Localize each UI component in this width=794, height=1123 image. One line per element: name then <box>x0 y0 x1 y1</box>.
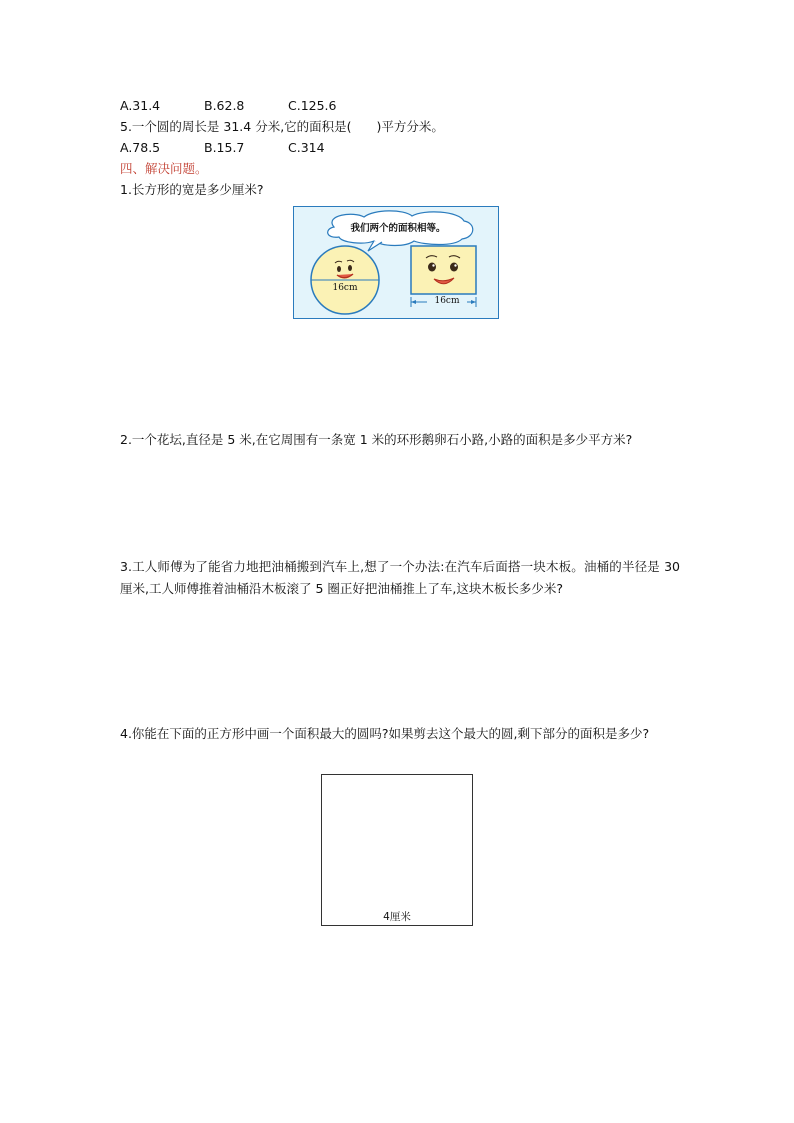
q5-option-a: A.78.5 <box>120 140 161 155</box>
q4-option-c: C.125.6 <box>288 98 337 113</box>
problem2-text: 2.一个花坛,直径是 5 米,在它周围有一条宽 1 米的环形鹅卵石小路,小路的面积是多少平方米? <box>120 432 633 447</box>
q4-option-b: B.62.8 <box>204 98 245 113</box>
q5-option-b: B.15.7 <box>204 140 245 155</box>
circle-left-eye <box>337 266 341 272</box>
problem1-figure <box>293 206 499 319</box>
q5-option-c: C.314 <box>288 140 325 155</box>
problem4-text: 4.你能在下面的正方形中画一个面积最大的圆吗?如果剪去这个最大的圆,剩下部分的面积是多少? <box>120 726 650 741</box>
q4-option-a: A.31.4 <box>120 98 161 113</box>
rect-right-eye <box>450 263 458 272</box>
circle-right-eye <box>348 265 352 271</box>
problem3-text: 3.工人师傅为了能省力地把油桶搬到汽车上,想了一个办法:在汽车后面搭一块木板。油桶的半径是 30 厘米,工人师傅推着油桶沿木板滚了 5 圈正好把油桶推上了车,这块木板长多少米? <box>120 559 680 596</box>
rect-length-label: 16cm <box>427 296 467 306</box>
rect-left-eye <box>428 263 436 272</box>
speech-bubble-text: 我们两个的面积相等。 <box>350 223 446 234</box>
problem4-square <box>321 774 473 926</box>
section-title: 四、解决问题。 <box>120 161 208 176</box>
circle-diameter-label: 16cm <box>332 283 358 293</box>
square-side-label: 4厘米 <box>383 911 411 923</box>
q5-text: 5.一个圆的周长是 31.4 分米,它的面积是( )平方分米。 <box>120 119 444 134</box>
rectangle-face <box>411 246 476 294</box>
problem1-text: 1.长方形的宽是多少厘米? <box>120 182 264 197</box>
